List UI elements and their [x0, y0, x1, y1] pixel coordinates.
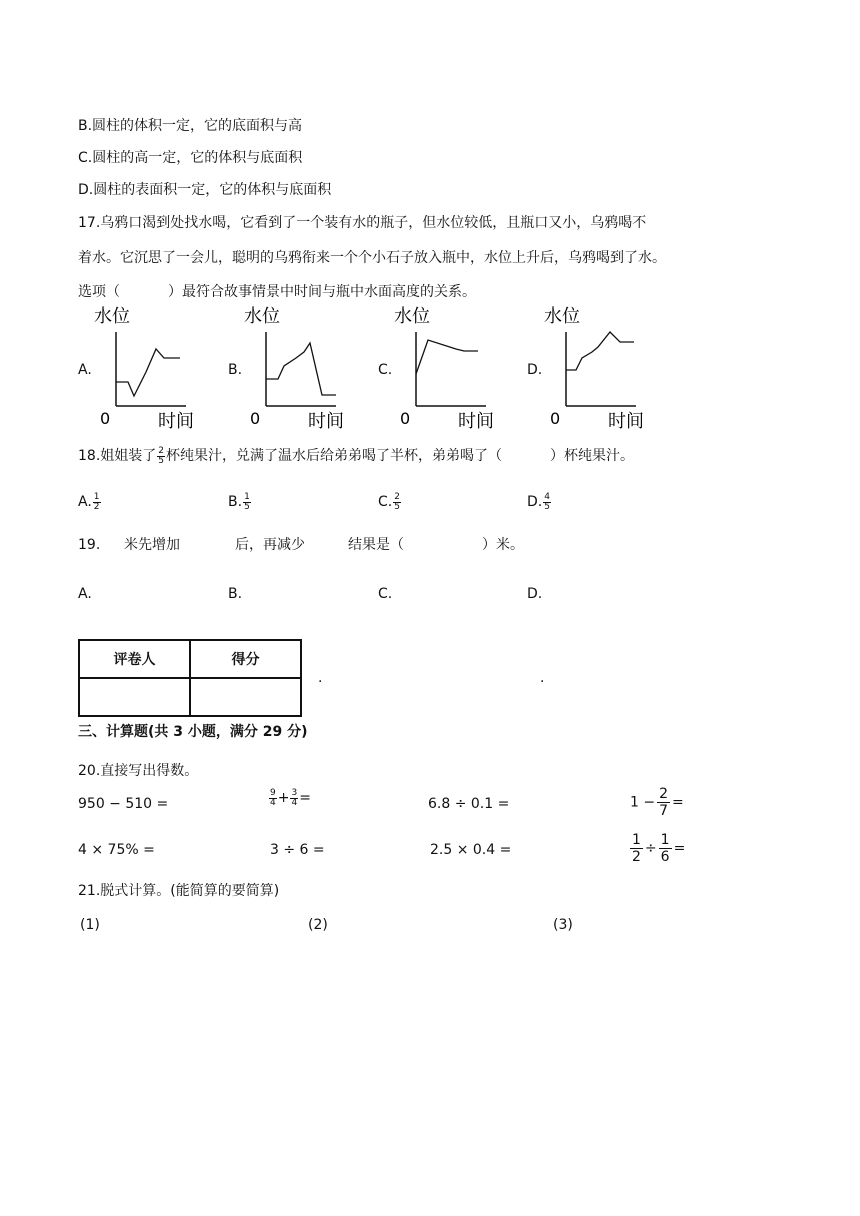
graph-curve	[116, 349, 180, 396]
q17-option-b-label: B.	[228, 362, 243, 378]
graph-xlabel: 时间	[158, 411, 194, 432]
graph-xlabel: 时间	[458, 411, 494, 432]
equals: =	[299, 790, 311, 806]
frac-numerator: 3	[291, 787, 298, 798]
q18-option-a	[78, 492, 102, 512]
graph-xlabel: 时间	[308, 411, 344, 432]
expr-prefix: 1 −	[630, 794, 656, 811]
score-table-header-score: 得分	[190, 640, 301, 678]
q19-text-part4: 结果是（	[348, 537, 404, 553]
q19-option-c: C.	[378, 586, 393, 602]
graph-origin: 0	[550, 409, 561, 428]
fraction	[290, 789, 298, 808]
operator: ÷	[644, 840, 657, 857]
score-table-score-cell[interactable]	[190, 678, 301, 716]
q17-graph-a	[90, 302, 194, 432]
q18-fraction	[157, 447, 165, 466]
option-fraction	[543, 493, 551, 512]
q17-text-line3	[78, 282, 476, 302]
graph-ylabel: 水位	[394, 306, 430, 327]
q18-suffix: ）杯纯果汁。	[550, 448, 634, 464]
frac-denominator: 2	[632, 849, 641, 865]
q16-option-c: C.圆柱的高一定，它的体积与底面积	[78, 150, 303, 166]
q19-text-part2: 米先增加	[124, 537, 180, 553]
operator: +	[277, 790, 290, 806]
q20-title: 20.直接写出得数。	[78, 763, 199, 779]
q19-text-part5: ）米。	[482, 537, 524, 553]
frac-denominator: 4	[291, 797, 298, 808]
option-fraction	[93, 493, 101, 512]
q17-line3-suffix: ）最符合故事情景中时间与瓶中水面高度的关系。	[168, 284, 476, 300]
frac-numerator: 1	[244, 491, 250, 502]
q21-title: 21.脱式计算。(能简算的要简算)	[78, 883, 280, 899]
q20-item-2	[268, 788, 311, 808]
q19-text-part3: 后，再减少	[235, 537, 305, 553]
frac-numerator: 1	[632, 832, 641, 848]
q21-part-2: (2)	[308, 917, 328, 933]
graph-xlabel: 时间	[608, 411, 644, 432]
q16-option-b: B.圆柱的体积一定，它的底面积与高	[78, 118, 303, 134]
q20-item-3: 6.8 ÷ 0.1 =	[428, 796, 510, 812]
graph-curve	[566, 332, 634, 370]
frac-numerator: 2	[158, 445, 164, 456]
frac-denominator: 7	[659, 803, 669, 819]
frac-denominator: 2	[93, 501, 100, 512]
section-title: 三、计算题(共 3 小题，满分 29 分)	[78, 724, 308, 740]
option-fraction	[393, 493, 401, 512]
q17-option-d-label: D.	[527, 362, 543, 378]
graph-origin: 0	[100, 409, 111, 428]
q17-graph-c	[390, 302, 494, 432]
graph-ylabel: 水位	[544, 306, 580, 327]
q17-graph-b	[240, 302, 344, 432]
option-fraction	[243, 493, 251, 512]
fraction	[269, 789, 277, 808]
dot-mark: .	[318, 670, 323, 686]
graph-origin: 0	[400, 409, 411, 428]
q21-part-1: (1)	[80, 917, 100, 933]
q19-option-a: A.	[78, 586, 92, 602]
q20-item-1: 950 − 510 =	[78, 796, 169, 812]
graph-ylabel: 水位	[94, 306, 130, 327]
q17-graph-d	[540, 302, 644, 432]
option-label: C.	[378, 494, 393, 510]
graph-ylabel: 水位	[244, 306, 280, 327]
fraction	[659, 832, 672, 865]
option-label: A.	[78, 494, 92, 510]
option-label: B.	[228, 494, 243, 510]
fraction	[630, 832, 643, 865]
frac-numerator: 4	[544, 491, 550, 502]
q17-text-line2: 着水。它沉思了一会儿，聪明的乌鸦衔来一个个小石子放入瓶中，水位上升后，乌鸦喝到了水。	[78, 250, 666, 266]
q17-option-a-label: A.	[78, 362, 92, 378]
equals: =	[672, 794, 684, 811]
q17-line3-prefix: 选项（	[78, 284, 120, 300]
q19-number: 19.	[78, 537, 101, 553]
graph-curve	[266, 343, 336, 395]
q18-option-c	[378, 492, 402, 512]
frac-denominator: 4	[270, 797, 276, 808]
q18-prefix: 18.姐姐装了	[78, 448, 157, 464]
q17-text-line1: 17.乌鸦口渴到处找水喝，它看到了一个装有水的瓶子，但水位较低，且瓶口又小，乌鸦喝不	[78, 215, 647, 231]
fraction	[657, 786, 670, 819]
frac-numerator: 1	[93, 491, 100, 502]
frac-denominator: 5	[244, 501, 250, 512]
score-table-grader-cell[interactable]	[79, 678, 190, 716]
frac-denominator: 5	[544, 501, 550, 512]
q20-item-4	[630, 786, 684, 819]
q18-option-d	[527, 492, 552, 512]
q21-part-3: (3)	[553, 917, 573, 933]
q20-item-8	[628, 832, 685, 865]
option-label: D.	[527, 494, 543, 510]
frac-denominator: 5	[394, 501, 400, 512]
frac-denominator: 6	[660, 849, 670, 865]
dot-mark: .	[540, 670, 545, 686]
score-table	[78, 639, 302, 717]
frac-numerator: 9	[270, 787, 276, 798]
frac-numerator: 2	[659, 786, 669, 802]
graph-curve	[416, 340, 478, 374]
frac-numerator: 2	[394, 491, 400, 502]
q18-text	[78, 446, 634, 466]
q20-item-5: 4 × 75% =	[78, 842, 155, 858]
q19-option-d: D.	[527, 586, 543, 602]
frac-denominator: 5	[158, 455, 164, 466]
q16-option-d: D.圆柱的表面积一定，它的体积与底面积	[78, 182, 332, 198]
equals: =	[673, 840, 686, 857]
q20-item-6: 3 ÷ 6 =	[270, 842, 325, 858]
frac-numerator: 1	[660, 832, 670, 848]
score-table-header-grader: 评卷人	[79, 640, 190, 678]
q17-option-c-label: C.	[378, 362, 393, 378]
q18-option-b	[228, 492, 252, 512]
q19-option-b: B.	[228, 586, 243, 602]
q20-item-7: 2.5 × 0.4 =	[430, 842, 512, 858]
q18-middle: 杯纯果汁，兑满了温水后给弟弟喝了半杯，弟弟喝了（	[166, 448, 502, 464]
graph-origin: 0	[250, 409, 261, 428]
